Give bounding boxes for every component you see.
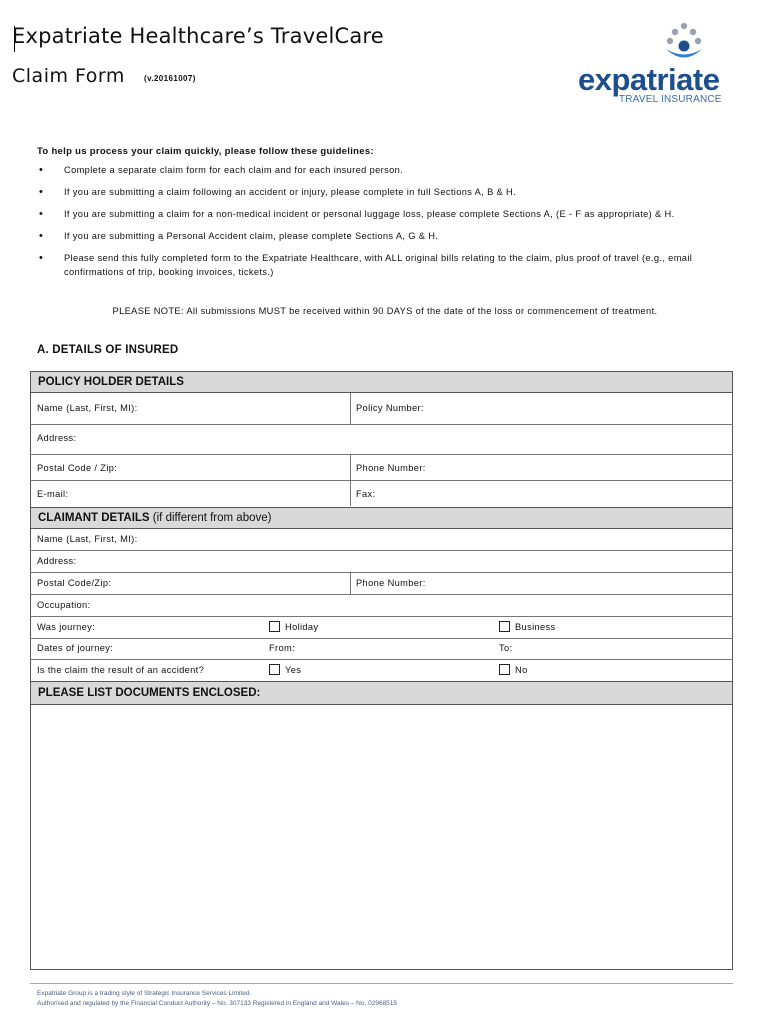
- policy-holder-email-label: E-mail:: [37, 489, 69, 499]
- claimant-heading: CLAIMANT DETAILS (if different from above): [30, 507, 733, 529]
- holiday-checkbox[interactable]: [269, 621, 280, 632]
- journey-dates-label: Dates of journey:: [37, 643, 114, 653]
- logo-wordmark: expatriate: [578, 62, 720, 97]
- claimant-name-label: Name (Last, First, MI):: [37, 534, 138, 544]
- claimant-postal-label: Postal Code/Zip:: [37, 578, 112, 588]
- policy-holder-phone-label: Phone Number:: [356, 463, 426, 473]
- accident-yes-label: Yes: [285, 665, 302, 675]
- business-label: Business: [515, 622, 556, 632]
- policy-holder-fax-label: Fax:: [356, 489, 376, 499]
- logo-subtitle: TRAVEL INSURANCE: [619, 94, 722, 105]
- claimant-occupation-label: Occupation:: [37, 600, 91, 610]
- accident-no-label: No: [515, 665, 528, 675]
- journey-from-label: From:: [269, 643, 296, 653]
- footer-line-1: Expatriate Group is a trading style of Strategic Insurance Services Limited.: [37, 990, 252, 997]
- guideline-item: • If you are submitting a Personal Accident claim, please complete Sections A, G & H.: [37, 229, 727, 243]
- accident-yes-checkbox[interactable]: [269, 664, 280, 675]
- footer-text: [37, 989, 397, 1009]
- accident-question-label: Is the claim the result of an accident?: [37, 665, 205, 675]
- footer-line-2: Authorised and regulated by the Financial Conduct Authority – No. 307133 Registered in England and Wales – No. 02968515: [37, 1000, 398, 1007]
- section-a-title: A. DETAILS OF INSURED: [37, 344, 179, 356]
- claimant-phone-label: Phone Number:: [356, 578, 426, 588]
- policy-holder-postal-label: Postal Code / Zip:: [37, 463, 118, 473]
- guidelines-heading: To help us process your claim quickly, please follow these guidelines:: [37, 146, 374, 157]
- policy-holder-address-label: Address:: [37, 433, 77, 443]
- journey-type-label: Was journey:: [37, 622, 96, 632]
- policy-holder-heading: POLICY HOLDER DETAILS: [30, 371, 733, 393]
- form-version: (v.20161007): [144, 74, 196, 83]
- guideline-item: • Complete a separate claim form for each claim and for each insured person.: [37, 163, 727, 177]
- documents-heading: PLEASE LIST DOCUMENTS ENCLOSED:: [30, 681, 733, 705]
- holiday-label: Holiday: [285, 622, 319, 632]
- policy-number-label: Policy Number:: [356, 403, 424, 413]
- journey-to-label: To:: [499, 643, 513, 653]
- claimant-address-label: Address:: [37, 556, 77, 566]
- guideline-item: • If you are submitting a claim following an accident or injury, please complete in full Sections A, B & H.: [37, 185, 727, 199]
- claimant-heading-note: (if different from above): [152, 512, 272, 524]
- accident-no-checkbox[interactable]: [499, 664, 510, 675]
- business-checkbox[interactable]: [499, 621, 510, 632]
- documents-list-area[interactable]: [31, 705, 732, 969]
- form-subtitle: Claim Form: [12, 65, 125, 87]
- form-title: Expatriate Healthcare’s TravelCare: [12, 24, 384, 48]
- footer-divider: [30, 983, 733, 984]
- guideline-item: • Please send this fully completed form to the Expatriate Healthcare, with ALL original bills relating to the claim, plus proof of travel (e.g., email confirmations of trip, booking invoices, tickets.): [37, 251, 727, 279]
- policy-holder-name-label: Name (Last, First, MI):: [37, 403, 138, 413]
- guidelines-list: [37, 163, 727, 287]
- guideline-item: • If you are submitting a claim for a non-medical incident or personal luggage loss, please complete Sections A, (E - F as appropriate) & H.: [37, 207, 727, 221]
- submission-note: PLEASE NOTE: All submissions MUST be received within 90 DAYS of the date of the loss or commencement of treatment.: [112, 306, 658, 316]
